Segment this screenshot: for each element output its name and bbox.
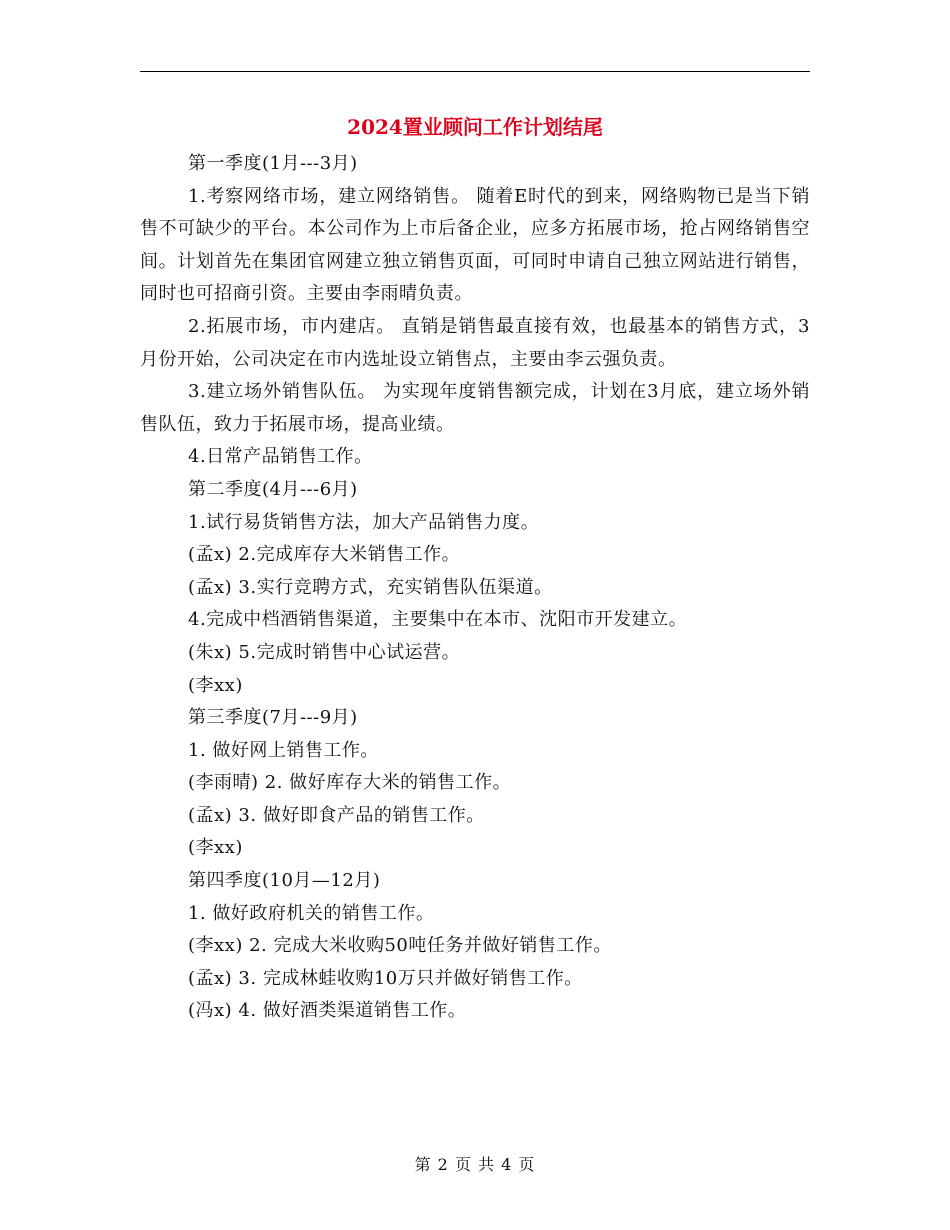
paragraph: (孟x) 3. 做好即食产品的销售工作。 — [188, 804, 485, 826]
paragraph: (朱x) 5.完成时销售中心试运营。 — [188, 641, 461, 663]
paragraph: 3.建立场外销售队伍。 为实现年度销售额完成，计划在3月底，建立场外销售队伍，致力于拓展市场，提高业绩。 — [140, 381, 810, 435]
document-title: 2024置业顾问工作计划结尾 — [347, 115, 603, 139]
document-body — [140, 148, 810, 1028]
paragraph: (李雨晴) 2. 做好库存大米的销售工作。 — [188, 772, 512, 794]
paragraph: 第三季度(7月---9月) — [188, 707, 358, 729]
paragraph: 4.日常产品销售工作。 — [188, 446, 373, 468]
paragraph: (孟x) 3.实行竞聘方式，充实销售队伍渠道。 — [188, 576, 553, 598]
paragraph: 第四季度(10月—12月) — [188, 870, 381, 892]
paragraph: (冯x) 4. 做好酒类渠道销售工作。 — [188, 1000, 467, 1022]
paragraph: (李xx) 2. 完成大米收购50吨任务并做好销售工作。 — [188, 935, 612, 957]
paragraph: (孟x) 3. 完成林蛙收购10万只并做好销售工作。 — [188, 967, 583, 989]
paragraph: 第二季度(4月---6月) — [188, 478, 358, 500]
paragraph: 第一季度(1月---3月) — [188, 153, 358, 174]
current-page-number: 2 — [437, 1155, 449, 1174]
paragraph: 1.考察网络市场，建立网络销售。 随着E时代的到来，网络购物已是当下销售不可缺少的平台。本公司作为上市后备企业，应多方拓展市场，抢占网络销售空间。计划首先在集团官网建立独立销售页面，可同时申请自己独立网站进行销售，同时也可招商引资。主要由李雨晴负责。 — [140, 185, 810, 305]
paragraph: (孟x) 2.完成库存大米销售工作。 — [188, 544, 461, 566]
paragraph: 2.拓展市场，市内建店。 直销是销售最直接有效，也最基本的销售方式，3月份开始，公司决定在市内选址设立销售点，主要由李云强负责。 — [140, 315, 810, 370]
header-rule — [140, 71, 810, 72]
paragraph: 1.试行易货销售方法，加大产品销售力度。 — [188, 511, 540, 533]
paragraph: 1. 做好政府机关的销售工作。 — [188, 902, 435, 924]
footer-middle: 页 共 — [454, 1155, 496, 1174]
page-footer — [0, 1154, 950, 1176]
footer-suffix: 页 — [518, 1155, 536, 1174]
paragraph: (李xx) — [188, 837, 243, 859]
total-page-count: 4 — [501, 1155, 513, 1174]
paragraph: 1. 做好网上销售工作。 — [188, 739, 379, 761]
paragraph: 4.完成中档酒销售渠道，主要集中在本市、沈阳市开发建立。 — [188, 609, 688, 631]
footer-prefix: 第 — [414, 1155, 432, 1174]
paragraph: (李xx) — [188, 674, 243, 696]
